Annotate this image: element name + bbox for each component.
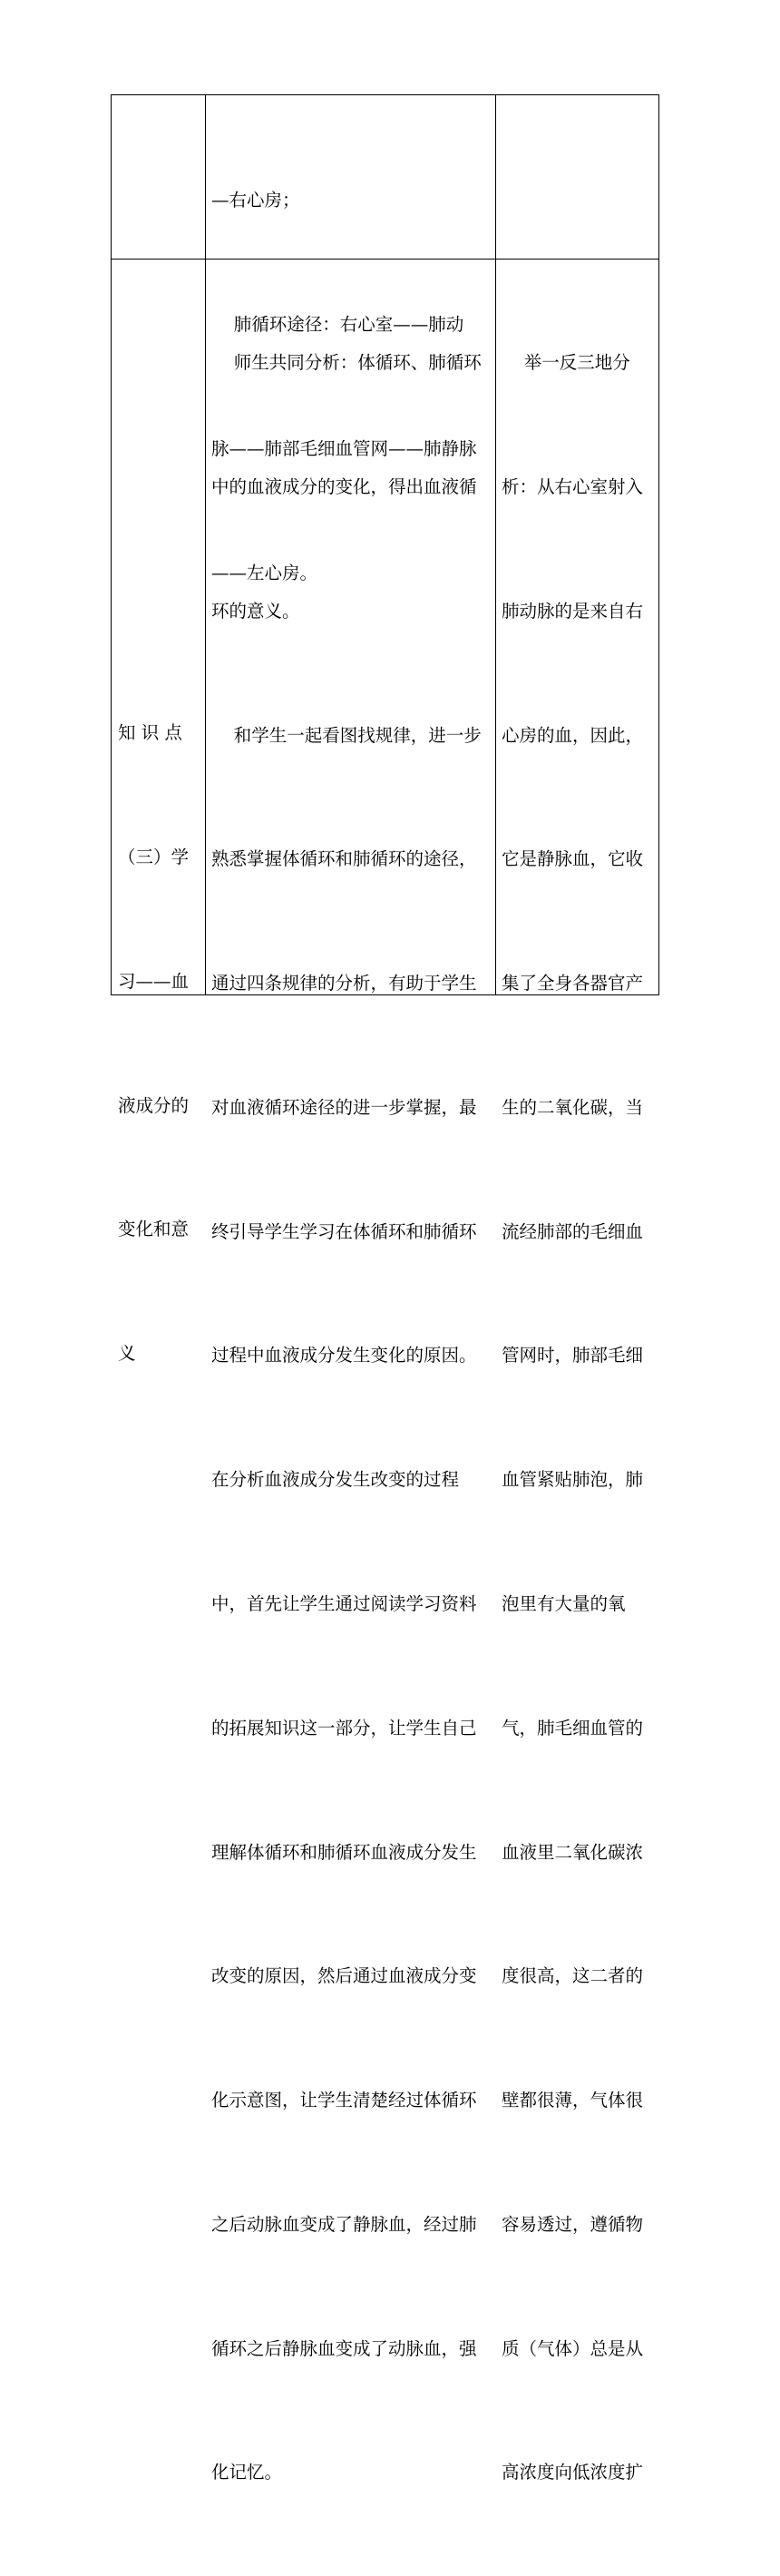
note-line: 度很高，这二者的 [502, 1965, 644, 1987]
topic-line: 变化和意 [118, 1219, 190, 1240]
topic-line: 义 [118, 1343, 136, 1365]
note-line: 它是静脉血，它收 [502, 848, 644, 870]
note-line: 气，肺毛细血管的 [502, 1717, 644, 1739]
note-line: 心房的血，因此， [502, 724, 644, 746]
note-line: 血管紧贴肺泡，肺 [502, 1469, 644, 1491]
row2-content-cell [211, 260, 492, 2576]
note-line: 肺动脉的是来自右 [502, 600, 644, 622]
text-line: 化示意图，让学生清楚经过体循环 [211, 2090, 477, 2111]
note-line: 生的二氧化碳，当 [502, 1096, 644, 1118]
column-divider-1 [205, 95, 206, 994]
row2-note-cell [502, 260, 658, 2576]
text-line: 中，首先让学生通过阅读学习资料 [211, 1593, 477, 1614]
text-line: ——左心房。 [211, 562, 318, 583]
text-line: 师生共同分析：体循环、肺循环 [211, 352, 482, 374]
row1-topic-cell [112, 95, 205, 259]
note-line: 管网时，肺部毛细 [502, 1345, 644, 1366]
text-line: 和学生一起看图找规律，进一步 [211, 724, 482, 746]
lesson-plan-table [111, 94, 659, 2483]
note-line: 容易透过，遵循物 [502, 2213, 644, 2235]
topic-line: 液成分的 [118, 1094, 190, 1116]
note-line: 举一反三地分 [502, 352, 630, 374]
note-line: 血液里二氧化碳浓 [502, 1841, 644, 1863]
text-line: 化记忆。 [211, 2462, 283, 2483]
note-line: 高浓度向低浓度扩 [502, 2462, 644, 2483]
text-line: 在分析血液成分发生改变的过程 [211, 1469, 460, 1491]
text-line: 终引导学生学习在体循环和肺循环 [211, 1220, 477, 1242]
row1-note-cell [496, 95, 659, 259]
text-line: 理解体循环和肺循环血液成分发生 [211, 1841, 477, 1863]
text-line: 的拓展知识这一部分，让学生自己 [211, 1717, 477, 1739]
note-line: 泡里有大量的氧 [502, 1593, 626, 1614]
text-line: 熟悉掌握体循环和肺循环的途径， [211, 848, 477, 870]
text-line: 改变的原因，然后通过血液成分变 [211, 1965, 477, 1987]
topic-line: 习——血 [118, 970, 190, 992]
text-line: 循环之后静脉血变成了动脉血，强 [211, 2337, 477, 2359]
text-line: 环的意义。 [211, 600, 300, 622]
text-line: 通过四条规律的分析，有助于学生 [211, 973, 477, 994]
note-line: 析：从右心室射入 [502, 475, 644, 497]
row2-topic-cell [118, 630, 204, 1457]
note-line: 流经肺部的毛细血 [502, 1220, 644, 1242]
text-line: 中的血液成分的变化，得出血液循 [211, 475, 477, 497]
text-line: 对血液循环途径的进一步掌握，最 [211, 1096, 477, 1118]
text-line: 之后动脉血变成了静脉血，经过肺 [211, 2213, 477, 2235]
note-line: 壁都很薄，气体很 [502, 2090, 644, 2111]
note-line: 质（气体）总是从 [502, 2337, 644, 2359]
text-line: —右心房； [211, 190, 300, 211]
note-line: 集了全身各器官产 [502, 973, 644, 994]
topic-line: 知 识 点 [118, 722, 182, 744]
text-line: 过程中血液成分发生变化的原因。 [211, 1345, 477, 1366]
text-line: 肺循环途径：右心室——肺动 [211, 313, 464, 335]
text-line: 脉——肺部毛细血管网——肺静脉 [211, 437, 477, 459]
topic-line: （三）学 [118, 846, 190, 867]
